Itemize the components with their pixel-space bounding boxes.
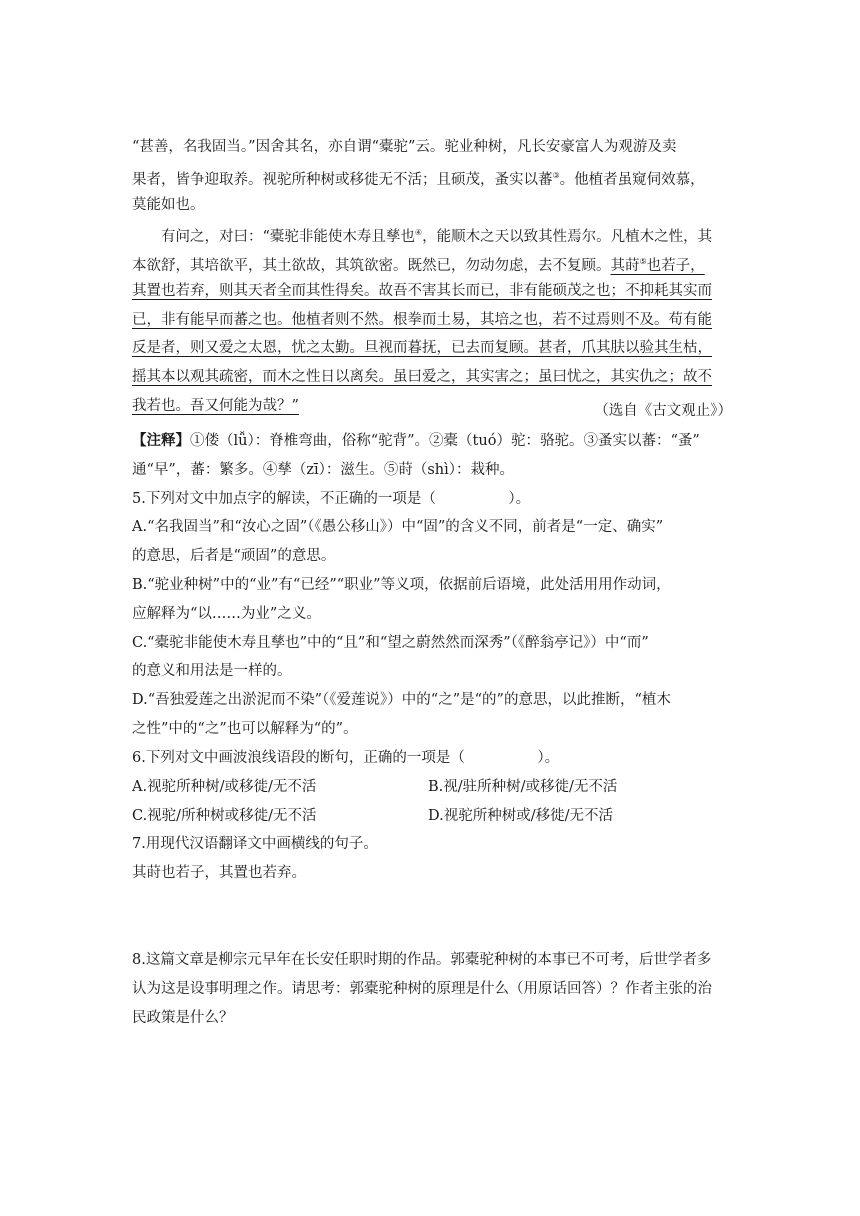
question-8-stem: 8.这篇文章是柳宗元早年在长安任职时期的作品。郭橐驼种树的本事已不可考，后世学者多 bbox=[132, 952, 712, 968]
passage-text: 。他植者虽窥伺效慕， bbox=[559, 171, 705, 188]
q7-sentence: 其莳也若子，其置也若弃。 bbox=[132, 865, 306, 881]
notes-text: ①偻（lǚ）：脊椎弯曲，俗称“驼背”。②橐（tuó）驼：骆驼。③蚤实以蕃：“蚤” bbox=[190, 433, 700, 449]
passage-line bbox=[161, 222, 712, 248]
notes-label: 【注释】 bbox=[132, 432, 190, 449]
passage-line: 莫能如也。 bbox=[132, 197, 205, 213]
q5-option-b-cont: 应解释为“以……为业”之义。 bbox=[132, 606, 321, 622]
notes-line bbox=[132, 430, 700, 452]
passage-text: 本欲舒，其培欲平，其土欲故，其筑欲密。既然已，勿动勿虑，去不复顾。 bbox=[132, 257, 611, 274]
q5-option-a: A.“名我固当”和“汝心之固”（《愚公移山》）中“固”的含义不同，前者是“一定、确实” bbox=[132, 519, 664, 535]
question-7-stem: 7.用现代汉语翻译文中画横线的句子。 bbox=[132, 836, 378, 852]
underlined-line: 我若也。吾又何能为哉？” bbox=[132, 398, 299, 414]
q6-options-row bbox=[132, 776, 732, 798]
footnote-marker: ⑤ bbox=[639, 257, 647, 266]
source-citation: （选自《古文观止》） bbox=[594, 403, 732, 419]
q6-option-d: D.视驼所种树或/移徙/无不活 bbox=[428, 808, 613, 824]
passage-text: 有问之，对曰：“橐驼非能使木寿且孳也 bbox=[161, 228, 415, 245]
passage-text: ，能顺木之天以致其性焉尔。凡植木之性，其 bbox=[422, 228, 713, 245]
q5-option-b: B.“驼业种树”中的“业”有“已经”“职业”等义项，依据前后语境，此处活用用作动词， bbox=[132, 577, 671, 593]
question-8-stem-cont: 认为这是设事明理之作。请思考：郭橐驼种树的原理是什么（用原话回答）？作者主张的治 bbox=[132, 981, 712, 997]
underlined-line: 其置也若弃，则其天者全而其性得矣。故吾不害其长而已，非有能硕茂之也；不抑耗其实而 bbox=[132, 283, 712, 299]
q5-option-a-cont: 的意思，后者是“顽固”的意思。 bbox=[132, 548, 336, 564]
footnote-marker: ④ bbox=[414, 228, 423, 237]
q6-option-b: B.视/驻所种树/或移徙/无不活 bbox=[428, 779, 618, 795]
q6-options-row bbox=[132, 805, 732, 827]
underlined-line: 已，非有能早而蕃之也。他植者则不然。根拳而土易，其培之也，若不过焉则不及。苟有能 bbox=[132, 312, 712, 328]
question-8-stem-cont: 民政策是什么？ bbox=[132, 1010, 234, 1026]
passage-text: 果者，皆争迎取养。视驼所种树或移徙无不活；且硕茂，蚤实以蕃 bbox=[132, 171, 553, 188]
notes-line: 通“早”，蕃：繁多。④孳（zī）：滋生。⑤莳（shì）：栽种。 bbox=[132, 462, 515, 478]
underlined-line: 摇其本以观其疏密，而木之性日以离矣。虽曰爱之，其实害之；虽曰忧之，其实仇之；故不 bbox=[132, 369, 712, 385]
q5-option-c: C.“橐驼非能使木寿且孳也”中的“且”和“望之蔚然然而深秀”（《醉翁亭记》）中“而” bbox=[132, 635, 649, 651]
underlined-text: 其莳⑤也若子， bbox=[610, 257, 705, 274]
q5-option-d: D.“吾独爱莲之出淤泥而不染”（《爱莲说》）中的“之”是“的”的意思，以此推断，“植木 bbox=[132, 692, 671, 708]
q6-option-a: A.视驼所种树/或移徙/无不活 bbox=[132, 779, 317, 795]
q5-option-d-cont: 之性”中的“之”也可以解释为“的”。 bbox=[132, 721, 358, 737]
footnote-marker: ③ bbox=[552, 171, 560, 180]
question-6-stem: 6.下列对文中画波浪线语段的断句，正确的一项是（ ）。 bbox=[132, 750, 560, 766]
passage-line bbox=[132, 251, 705, 277]
q5-option-c-cont: 的意义和用法是一样的。 bbox=[132, 663, 292, 679]
passage-line bbox=[132, 165, 705, 191]
q6-option-c: C.视驼/所种树或移徙/无不活 bbox=[132, 808, 317, 824]
question-5-stem: 5.下列对文中加点字的解读，不正确的一项是（ ）。 bbox=[132, 491, 531, 507]
passage-line: “甚善，名我固当。”因舍其名，亦自谓“橐驼”云。驼业种树，凡长安豪富人为观游及卖 bbox=[132, 139, 677, 155]
underlined-line: 反是者，则又爱之太恩，忧之太勤。旦视而暮抚，已去而复顾。甚者，爪其肤以验其生枯， bbox=[132, 340, 712, 356]
